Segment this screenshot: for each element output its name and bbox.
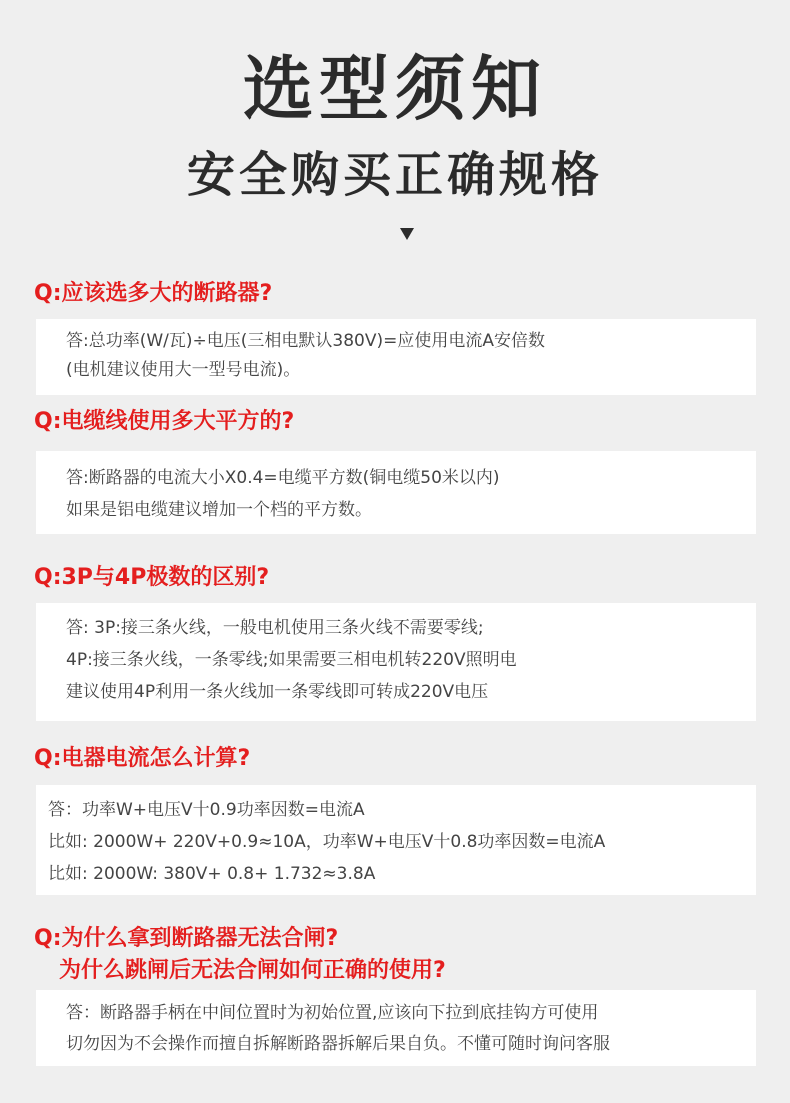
- answer-2-line-2: 如果是铝电缆建议增加一个档的平方数。: [66, 500, 372, 520]
- answer-5-line-2: 切勿因为不会操作而擅自拆解断路器拆解后果自负。不懂可随时询问客服: [66, 1034, 610, 1054]
- question-5-line-1: Q:为什么拿到断路器无法合闸?: [34, 926, 339, 951]
- answer-box-4: [36, 785, 756, 895]
- page-title: 选型须知: [243, 48, 547, 130]
- down-triangle-icon: [400, 228, 414, 240]
- question-4: [34, 743, 250, 775]
- answer-box-3: [36, 603, 756, 721]
- answer-box-2: [36, 451, 756, 534]
- question-4-text: Q:电器电流怎么计算?: [34, 746, 251, 771]
- answer-3-line-2: 4P:接三条火线，一条零线;如果需要三相电机转220V照明电: [66, 650, 517, 670]
- answer-box-1: [36, 319, 756, 395]
- answer-3-line-3: 建议使用4P利用一条火线加一条零线即可转成220V电压: [66, 682, 489, 702]
- answer-box-5: [36, 990, 756, 1066]
- question-5-line-2: 为什么跳闸后无法合闸如何正确的使用?: [59, 958, 446, 983]
- answer-5-line-1: 答：断路器手柄在中间位置时为初始位置,应该向下拉到底挂钩方可使用: [66, 1003, 599, 1023]
- question-2: [34, 406, 294, 438]
- answer-1-line-1: 答:总功率(W/瓦)÷电压(三相电默认380V)=应使用电流A安倍数: [66, 331, 545, 351]
- answer-1-line-2: (电机建议使用大一型号电流)。: [66, 360, 301, 380]
- question-3-text: Q:3P与4P极数的区别?: [34, 565, 270, 590]
- answer-4-line-1: 答：功率W+电压V十0.9功率因数=电流A: [48, 800, 365, 820]
- question-5: [34, 923, 446, 987]
- answer-2-line-1: 答:断路器的电流大小X0.4=电缆平方数(铜电缆50米以内): [66, 468, 500, 488]
- answer-4-line-3: 比如: 2000W: 380V+ 0.8+ 1.732≈3.8A: [48, 864, 376, 884]
- question-1-text: Q:应该选多大的断路器?: [34, 281, 273, 306]
- question-2-text: Q:电缆线使用多大平方的?: [34, 409, 295, 434]
- question-1: [34, 278, 272, 310]
- answer-3-line-1: 答: 3P:接三条火线，一般电机使用三条火线不需要零线;: [66, 618, 484, 638]
- page-subtitle: 安全购买正确规格: [186, 147, 603, 203]
- question-3: [34, 562, 269, 594]
- answer-4-line-2: 比如: 2000W+ 220V+0.9≈10A，功率W+电压V十0.8功率因数=电流A: [48, 832, 606, 852]
